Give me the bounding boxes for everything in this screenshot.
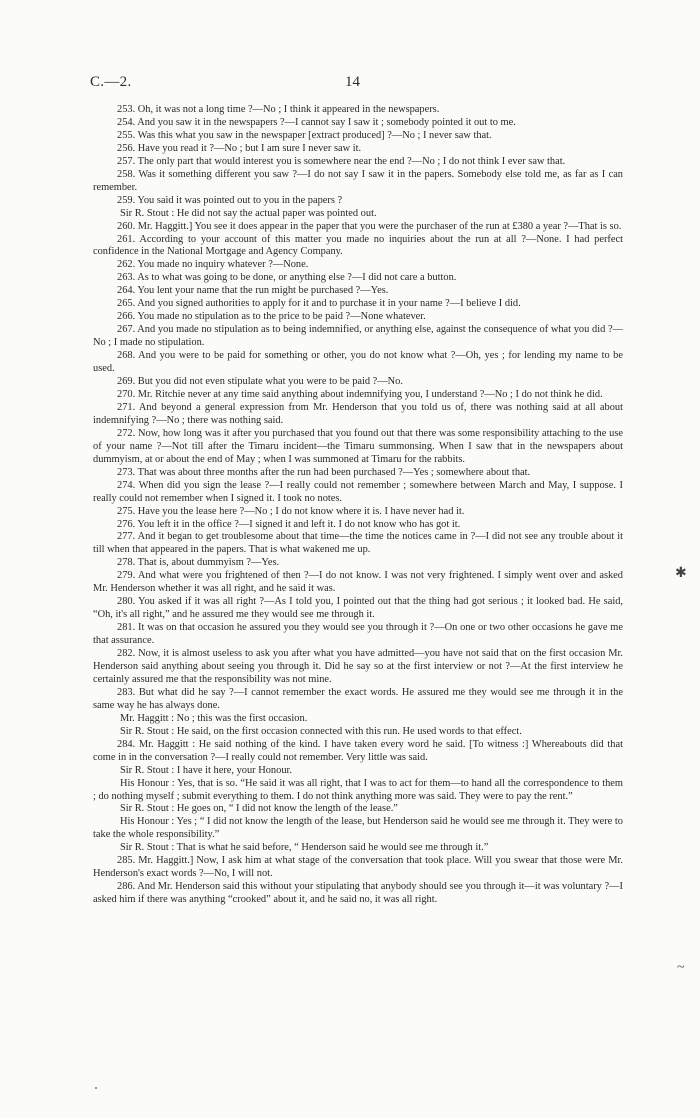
numbered-question: 266. You made no stipulation as to the price to be paid ?—None whatever. bbox=[117, 311, 426, 323]
speaker-remark: Sir R. Stout : He did not say the actual paper was pointed out. bbox=[120, 207, 377, 219]
speaker-remark: Sir R. Stout : He said, on the first occasion connected with this run. He used words to that effect. bbox=[120, 725, 522, 737]
numbered-question: 281. It was on that occasion he assured you they would see you through it ?—On one or two other occasions he gave me that assurance. bbox=[93, 622, 623, 647]
numbered-question: 284. Mr. Haggitt : He said nothing of the kind. I have taken every word he said. [To witness :] Whereabouts did that come in in the conversation ?—I really could not remember. Very little was said. bbox=[93, 738, 623, 763]
numbered-question: 283. But what did he say ?—I cannot remember the exact words. He assured me they would see me through it in the same way he has always done. bbox=[93, 686, 623, 711]
document-code: C.—2. bbox=[90, 74, 132, 90]
numbered-question: 267. And you made no stipulation as to being indemnified, or anything else, against the consequence of what you did ?—No ; I made no stipulation. bbox=[93, 324, 623, 349]
numbered-question: 285. Mr. Haggitt.] Now, I ask him at what stage of the conversation that took place. Will you swear that those were Mr. Henderson's exact words ?—No, I will not. bbox=[93, 855, 623, 880]
speaker-remark: Sir R. Stout : He goes on, “ I did not know the length of the lease.” bbox=[120, 803, 398, 815]
speaker-remark: His Honour : Yes ; “ I did not know the length of the lease, but Henderson said he would see me through it. They were to take the whole responsibility.” bbox=[93, 816, 623, 841]
numbered-question: 255. Was this what you saw in the newspaper [extract produced] ?—No ; I never saw that. bbox=[117, 129, 492, 141]
margin-mark: ~ bbox=[677, 960, 685, 975]
numbered-question: 269. But you did not even stipulate what you were to be paid ?—No. bbox=[117, 376, 403, 388]
speaker-remark: Sir R. Stout : I have it here, your Honour. bbox=[120, 764, 293, 776]
numbered-question: 286. And Mr. Henderson said this without your stipulating that anybody should see you through it—it was voluntary ?—I asked him if there was anything “crooked” about it, and he said no, it was all right. bbox=[93, 881, 623, 906]
numbered-question: 279. And what were you frightened of then ?—I do not know. I was not very frightened. I simply went over and asked Mr. Henderson whether it was all right, and he said it was. bbox=[93, 570, 623, 595]
numbered-question: 272. Now, how long was it after you purchased that you found out that there was some responsibility attaching to the use of your name ?—Not till after the Timaru incident—the Timaru summonsing. When I saw that in the newspapers about dummyism, at or about the end of May ; when I was summoned at Timaru for the rabbits. bbox=[93, 427, 623, 465]
numbered-question: 270. Mr. Ritchie never at any time said anything about indemnifying you, I understand ?—No ; I do not think he did. bbox=[117, 388, 603, 400]
numbered-question: 254. And you saw it in the newspapers ?—I cannot say I saw it ; somebody pointed it out to me. bbox=[117, 116, 516, 128]
numbered-question: 258. Was it something different you saw ?—I do not say I saw it in the papers. Somebody else told me, as far as I can remember. bbox=[93, 168, 623, 193]
stray-dot bbox=[95, 1087, 97, 1089]
numbered-question: 264. You lent your name that the run might be purchased ?—Yes. bbox=[117, 285, 389, 297]
numbered-question: 282. Now, it is almost useless to ask you after what you have admitted—you have not said that on the first occasion Mr. Henderson said anything about seeing you through it. Did he say so at the first interview or not ?—At the first interview he certainly assured me that the responsibility was not mine. bbox=[93, 648, 623, 685]
numbered-question: 256. Have you read it ?—No ; but I am sure I never saw it. bbox=[117, 142, 362, 154]
speaker-remark: Mr. Haggitt : No ; this was the first occasion. bbox=[120, 712, 308, 724]
numbered-question: 268. And you were to be paid for something or other, you do not know what ?—Oh, yes ; for lending my name to be used. bbox=[93, 350, 623, 375]
numbered-question: 253. Oh, it was not a long time ?—No ; I think it appeared in the newspapers. bbox=[117, 104, 440, 115]
numbered-question: 265. And you signed authorities to apply for it and to purchase it in your name ?—I believe I did. bbox=[117, 298, 521, 310]
numbered-question: 276. You left it in the office ?—I signed it and left it. I do not know who has got it. bbox=[117, 518, 461, 530]
numbered-question: 261. According to your account of this matter you made no inquiries about the run at all ?—None. I had perfect confidence in the National Mortgage and Agency Company. bbox=[93, 233, 623, 258]
page-header bbox=[90, 74, 620, 94]
margin-mark: ✱ bbox=[675, 566, 687, 581]
numbered-question: 262. You made no inquiry whatever ?—None. bbox=[117, 259, 309, 271]
page-number: 14 bbox=[345, 74, 360, 90]
numbered-question: 263. As to what was going to be done, or anything else ?—I did not care a button. bbox=[117, 272, 457, 284]
numbered-question: 271. And beyond a general expression from Mr. Henderson that you told us of, there was nothing said at all about indemnifying ?—No ; there was nothing said. bbox=[93, 401, 623, 426]
speaker-remark: His Honour : Yes, that is so. “He said it was all right, that I was to act for them—to hand all the correspondence to them ; do nothing myself ; submit everything to them. I do not think anything more was said. They were to pay the rent.” bbox=[93, 777, 623, 802]
numbered-question: 278. That is, about dummyism ?—Yes. bbox=[117, 557, 280, 569]
numbered-question: 280. You asked if it was all right ?—As I told you, I pointed out that the thing had got serious ; it looked bad. He said, “Oh, it's all right,” and he assured me they would see me through it. bbox=[93, 596, 623, 621]
numbered-question: 257. The only part that would interest you is somewhere near the end ?—No ; I do not think I ever saw that. bbox=[117, 155, 566, 167]
numbered-question: 273. That was about three months after the run had been purchased ?—Yes ; somewhere about that. bbox=[117, 466, 531, 478]
numbered-question: 275. Have you the lease here ?—No ; I do not know where it is. I have never had it. bbox=[117, 505, 465, 517]
numbered-question: 259. You said it was pointed out to you in the papers ? bbox=[117, 194, 343, 206]
numbered-question: 277. And it began to get troublesome about that time—the time the notices came in ?—I did not see any trouble about it till when that appeared in the papers. That is what wakened me up. bbox=[93, 531, 623, 556]
testimony-text bbox=[93, 104, 623, 907]
numbered-question: 260. Mr. Haggitt.] You see it does appear in the paper that you were the purchaser of the run at £380 a year ?—That is so. bbox=[117, 220, 622, 232]
numbered-question: 274. When did you sign the lease ?—I really could not remember ; somewhere between March and May, I suppose. I really could not remember when I signed it. I took no notes. bbox=[93, 479, 623, 504]
speaker-remark: Sir R. Stout : That is what he said before, “ Henderson said he would see me through it.” bbox=[120, 842, 489, 854]
